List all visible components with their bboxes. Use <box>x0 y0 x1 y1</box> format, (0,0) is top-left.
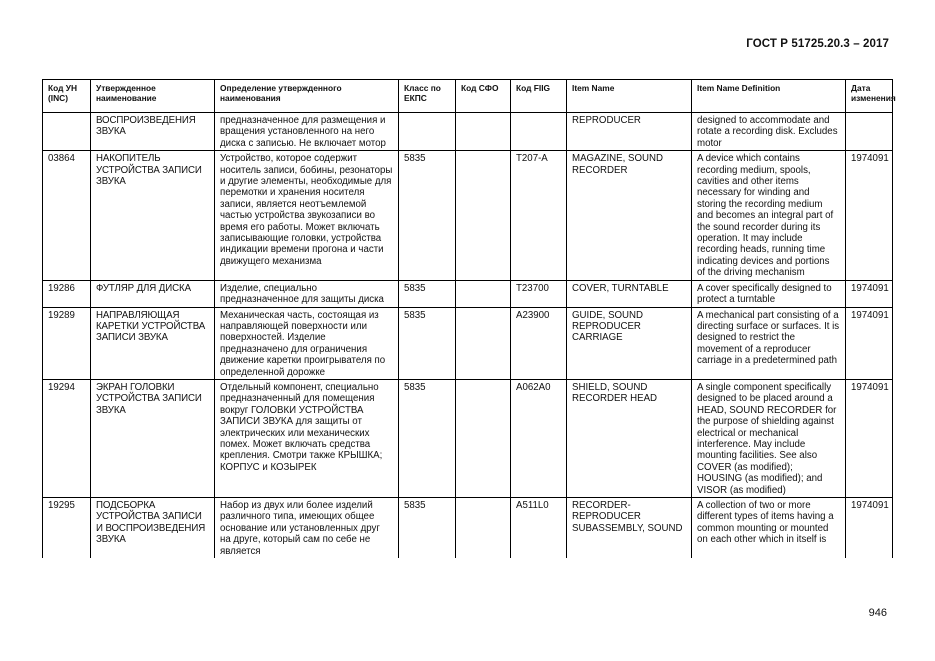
header-definition-ru: Определение утвержденного наименования <box>215 80 399 113</box>
cell-approved-name: ПОДСБОРКА УСТРОЙСТВА ЗАПИСИ И ВОСПРОИЗВЕДЕНИЯ ЗВУКА <box>91 498 215 559</box>
cell-fiig-code: A23900 <box>511 307 567 379</box>
cell-fiig-code: T23700 <box>511 280 567 307</box>
cell-item-name: REPRODUCER <box>567 113 692 151</box>
cell-code-un: 19294 <box>43 379 91 497</box>
table-row <box>43 151 893 280</box>
cell-code-un: 19295 <box>43 498 91 559</box>
cell-approved-name: ФУТЛЯР ДЛЯ ДИСКА <box>91 280 215 307</box>
table-header-row <box>43 80 893 113</box>
table-row <box>43 113 893 151</box>
cell-fiig-code: T207-A <box>511 151 567 280</box>
cell-fiig-code <box>511 113 567 151</box>
cell-definition-ru: Отдельный компонент, специально предназначенный для помещения вокруг ГОЛОВКИ УСТРОЙСТВА ЗАПИСИ ЗВУКА для защиты от электрических или механических помех. Может включать средства крепления. Смотри также КРЫШКА; КОРПУС и КОЗЫРЕК <box>215 379 399 497</box>
header-approved-name: Утвержденное наименование <box>91 80 215 113</box>
cell-approved-name: ЭКРАН ГОЛОВКИ УСТРОЙСТВА ЗАПИСИ ЗВУКА <box>91 379 215 497</box>
cell-definition-ru: предназначенное для размещения и вращения установленного на него диска с записью. Не включает мотор <box>215 113 399 151</box>
cell-item-name-definition: A cover specifically designed to protect a turntable <box>692 280 846 307</box>
cell-approved-name: НАПРАВЛЯЮЩАЯ КАРЕТКИ УСТРОЙСТВА ЗАПИСИ ЗВУКА <box>91 307 215 379</box>
cell-sfo-code <box>456 113 511 151</box>
cell-item-name: MAGAZINE, SOUND RECORDER <box>567 151 692 280</box>
cell-fiig-code: A511L0 <box>511 498 567 559</box>
cell-item-name: RECORDER-REPRODUCER SUBASSEMBLY, SOUND <box>567 498 692 559</box>
cell-code-un: 19289 <box>43 307 91 379</box>
cell-change-date: 1974091 <box>846 379 893 497</box>
header-fiig-code: Код FIIG <box>511 80 567 113</box>
cell-item-name-definition: A device which contains recording medium, spools, cavities and other items necessary for winding and storing the recording medium and becomes an integral part of the sound recorder during its operation. It may include recording heads, running time indicating devices and portions of the driving mechanism <box>692 151 846 280</box>
page-number: 946 <box>868 607 887 619</box>
cell-change-date: 1974091 <box>846 307 893 379</box>
header-change-date: Дата изменения <box>846 80 893 113</box>
cell-ekps-class: 5835 <box>399 379 456 497</box>
table-row <box>43 307 893 379</box>
cell-sfo-code <box>456 498 511 559</box>
cell-ekps-class: 5835 <box>399 498 456 559</box>
cell-code-un: 19286 <box>43 280 91 307</box>
cell-item-name-definition: A mechanical part consisting of a directing surface or surfaces. It is designed to restrict the movement of a reproducer carriage in a predetermined path <box>692 307 846 379</box>
cell-change-date <box>846 113 893 151</box>
table-row <box>43 280 893 307</box>
cell-item-name: GUIDE, SOUND REPRODUCER CARRIAGE <box>567 307 692 379</box>
header-item-name-definition: Item Name Definition <box>692 80 846 113</box>
cell-code-un: 03864 <box>43 151 91 280</box>
items-table <box>42 79 896 558</box>
cell-code-un <box>43 113 91 151</box>
cell-ekps-class: 5835 <box>399 280 456 307</box>
cell-definition-ru: Механическая часть, состоящая из направляющей поверхности или поверхностей. Изделие предназначено для ограничения движение каретки проигрывателя по определенной дорожке <box>215 307 399 379</box>
cell-change-date: 1974091 <box>846 151 893 280</box>
cell-ekps-class <box>399 113 456 151</box>
cell-definition-ru: Изделие, специально предназначенное для защиты диска <box>215 280 399 307</box>
cell-sfo-code <box>456 151 511 280</box>
header-ekps-class: Класс по ЕКПС <box>399 80 456 113</box>
cell-item-name-definition: designed to accommodate and rotate a recording disk. Excludes motor <box>692 113 846 151</box>
cell-definition-ru: Устройство, которое содержит носитель записи, бобины, резонаторы и другие элементы, необходимые для перемотки и хранения носителя записи, является неотъемлемой частью устройства звукозаписи во время его работы. Может включать записывающие головки, устройства индикации времени прогона и части движущего механизма <box>215 151 399 280</box>
cell-approved-name: НАКОПИТЕЛЬ УСТРОЙСТВА ЗАПИСИ ЗВУКА <box>91 151 215 280</box>
cell-fiig-code: A062A0 <box>511 379 567 497</box>
cell-change-date: 1974091 <box>846 498 893 559</box>
header-sfo-code: Код СФО <box>456 80 511 113</box>
cell-change-date: 1974091 <box>846 280 893 307</box>
table-row <box>43 379 893 497</box>
table-row <box>43 498 893 559</box>
document-standard-title: ГОСТ Р 51725.20.3 – 2017 <box>746 38 889 50</box>
cell-ekps-class: 5835 <box>399 151 456 280</box>
cell-approved-name: ВОСПРОИЗВЕДЕНИЯ ЗВУКА <box>91 113 215 151</box>
cell-sfo-code <box>456 379 511 497</box>
cell-item-name: SHIELD, SOUND RECORDER HEAD <box>567 379 692 497</box>
cell-item-name-definition: A single component specifically designed to be placed around a HEAD, SOUND RECORDER for the purpose of shielding against electrical or mechanical interference. May include mounting facilities. See also COVER (as modified); HOUSING (as modified); and VISOR (as modified) <box>692 379 846 497</box>
cell-definition-ru: Набор из двух или более изделий различного типа, имеющих общее основание или установленных друг на друге, который сам по себе не является <box>215 498 399 559</box>
cell-ekps-class: 5835 <box>399 307 456 379</box>
header-code-un: Код УН (INC) <box>43 80 91 113</box>
cell-sfo-code <box>456 307 511 379</box>
cell-sfo-code <box>456 280 511 307</box>
header-item-name: Item Name <box>567 80 692 113</box>
cell-item-name: COVER, TURNTABLE <box>567 280 692 307</box>
cell-item-name-definition: A collection of two or more different types of items having a common mounting or mounted on each other which in itself is <box>692 498 846 559</box>
